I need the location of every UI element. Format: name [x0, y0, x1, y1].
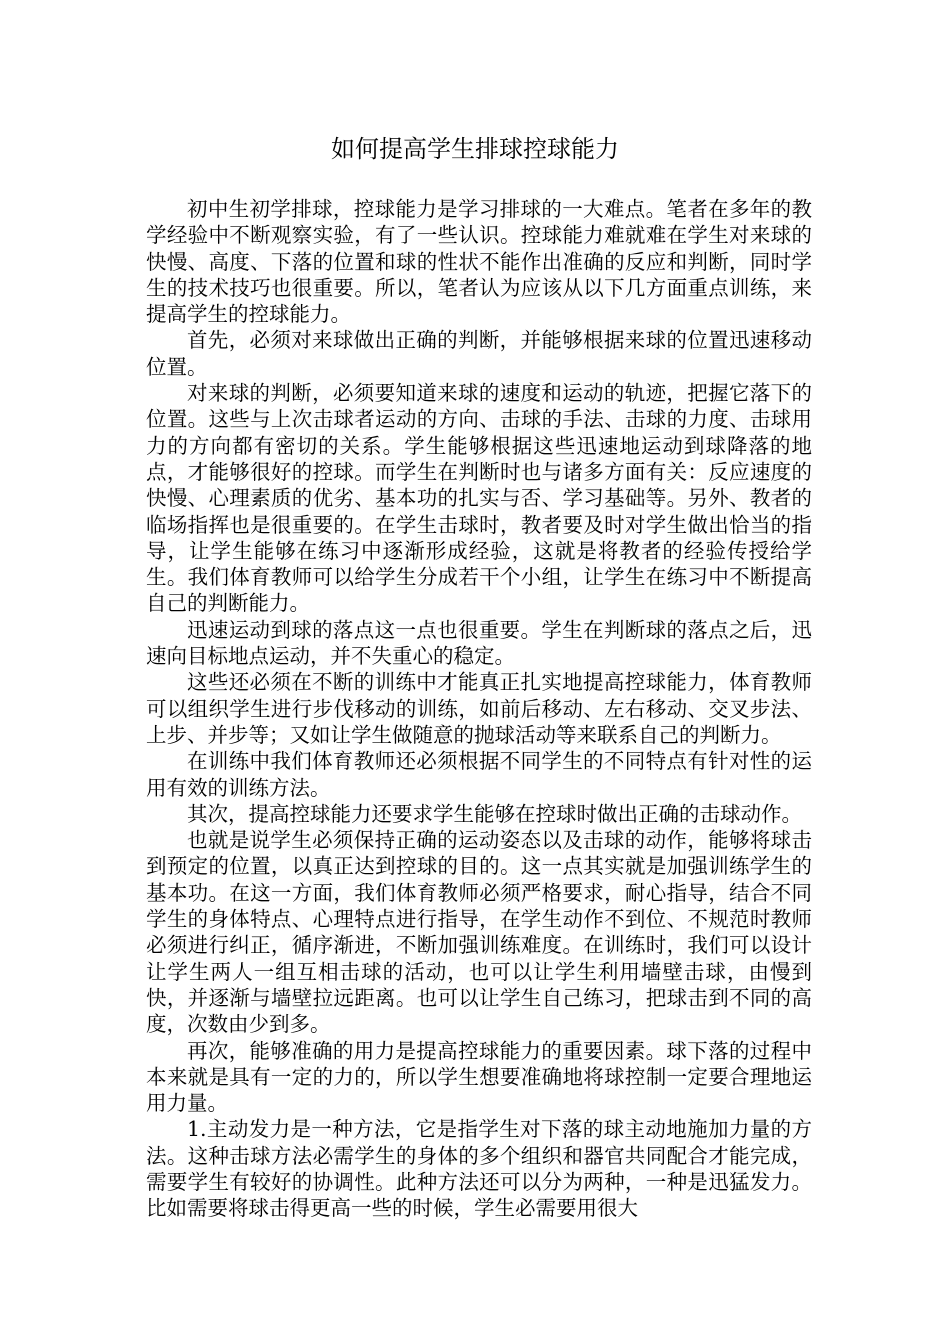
paragraph: 对来球的判断，必须要知道来球的速度和运动的轨迹，把握它落下的位置。这些与上次击球者运动的方向、击球的手法、击球的力度、击球用力的方向都有密切的关系。学生能够根据这些迅速地运动到球降落的地点，才能够很好的控球。而学生在判断时也与诸多方面有关：反应速度的快慢、心理素质的优劣、基本功的扎实与否、学习基础等。另外、教者的临场指挥也是很重要的。在学生击球时，教者要及时对学生做出恰当的指导，让学生能够在练习中逐渐形成经验，这就是将教者的经验传授给学生。我们体育教师可以给学生分成若干个小组，让学生在练习中不断提高自己的判断能力。 — [146, 381, 812, 616]
document-body — [146, 196, 812, 1222]
paragraph: 这些还必须在不断的训练中才能真正扎实地提高控球能力，体育教师可以组织学生进行步伐移动的训练，如前后移动、左右移动、交叉步法、上步、并步等；又如让学生做随意的抛球活动等来联系自己的判断力。 — [146, 670, 812, 747]
paragraph: 再次，能够准确的用力是提高控球能力的重要因素。球下落的过程中本来就是具有一定的力的，所以学生想要准确地将球控制一定要合理地运用力量。 — [146, 1038, 812, 1116]
paragraph: 1.主动发力是一种方法，它是指学生对下落的球主动地施加力量的方法。这种击球方法必需学生的身体的多个组织和器官共同配合才能完成，需要学生有较好的协调性。此种方法还可以分为两种，一种是迅猛发力。比如需要将球击得更高一些的时候，学生必需要用很大 — [146, 1117, 812, 1221]
document-title: 如何提高学生排球控球能力 — [331, 135, 619, 163]
paragraph: 迅速运动到球的落点这一点也很重要。学生在判断球的落点之后，迅速向目标地点运动，并不失重心的稳定。 — [146, 617, 812, 669]
paragraph: 首先，必须对来球做出正确的判断，并能够根据来球的位置迅速移动位置。 — [146, 328, 812, 379]
paragraph: 也就是说学生必须保持正确的运动姿态以及击球的动作，能够将球击到预定的位置，以真正达到控球的目的。这一点其实就是加强训练学生的基本功。在这一方面，我们体育教师必须严格要求，耐心指导，结合不同学生的身体特点、心理特点进行指导，在学生动作不到位、不规范时教师必须进行纠正，循序渐进，不断加强训练难度。在训练时，我们可以设计让学生两人一组互相击球的活动，也可以让学生利用墙壁击球，由慢到快，并逐渐与墙壁拉远距离。也可以让学生自己练习，把球击到不同的高度，次数由少到多。 — [146, 828, 812, 1037]
paragraph: 初中生初学排球，控球能力是学习排球的一大难点。笔者在多年的教学经验中不断观察实验，有了一些认识。控球能力难就难在学生对来球的快慢、高度、下落的位置和球的性状不能作出准确的反应和判断，同时学生的技术技巧也很重要。所以，笔者认为应该从以下几方面重点训练，来提高学生的控球能力。 — [146, 197, 812, 327]
paragraph: 其次，提高控球能力还要求学生能够在控球时做出正确的击球动作。 — [187, 801, 802, 826]
paragraph: 在训练中我们体育教师还必须根据不同学生的不同特点有针对性的运用有效的训练方法。 — [146, 749, 812, 800]
